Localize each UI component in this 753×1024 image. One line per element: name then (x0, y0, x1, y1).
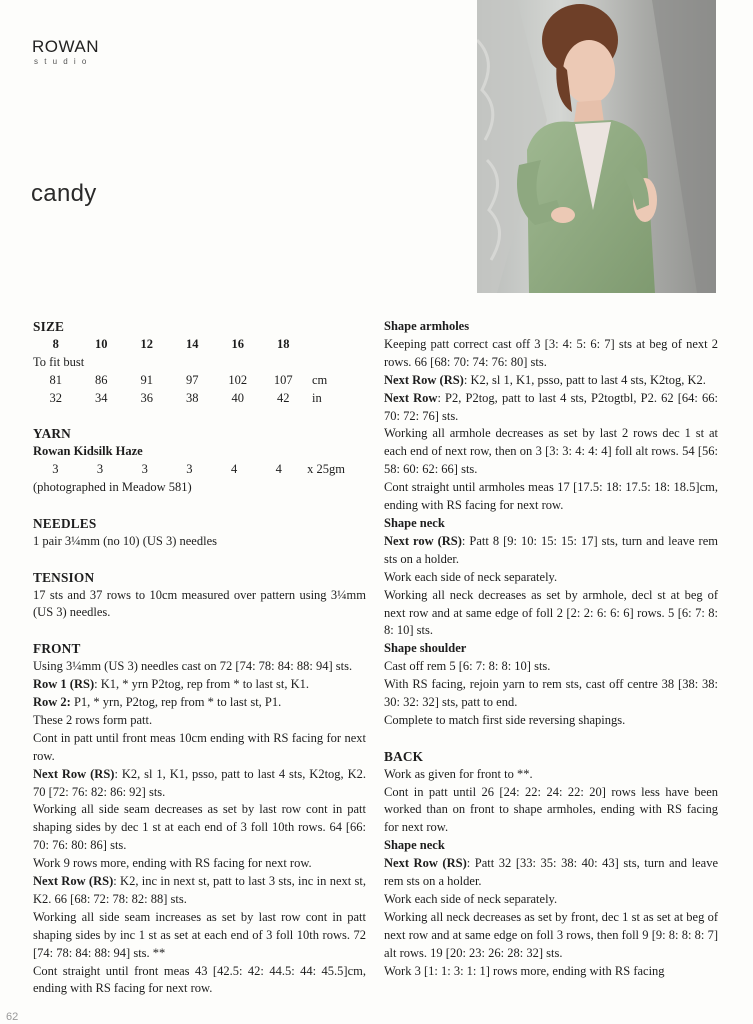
shape-neck-heading: Shape neck (384, 515, 445, 530)
bust-in-value: 42 (277, 390, 290, 405)
size-value: 14 (186, 336, 199, 351)
size-value: 8 (52, 336, 59, 351)
back-shape-neck-heading: Shape neck (384, 838, 445, 853)
bust-cm-value: 107 (273, 372, 293, 387)
needles-heading: NEEDLES (33, 515, 97, 531)
next-row-text: : K2, sl 1, K1, psso, patt to last 4 sts, K2tog, K2. 70 [72: 76: 82: 86: 92] sts. (33, 766, 366, 799)
right-column (384, 318, 718, 981)
row-1-label: Row 1 (RS) (33, 677, 95, 692)
back-work: Work as given for front to **. (384, 766, 533, 781)
bust-cm-value: 81 (49, 372, 62, 387)
next-row-label: Next Row (RS) (384, 856, 467, 871)
side-seam-decreases: Working all side seam decreases as set by last row cont in patt shaping sides by dec 1 st at each end of 3 foll 10th rows. 64 [66: 70: 76: 80: 86] sts. (33, 802, 366, 853)
next-row-text: : Patt 32 [33: 35: 38: 40: 43] sts, turn and leave rem sts on a holder. (384, 856, 718, 889)
bust-in-value: 40 (231, 390, 244, 405)
bust-in-value: 38 (186, 390, 199, 405)
neck-each-side: Work each side of neck separately. (384, 569, 558, 584)
rejoin-yarn: With RS facing, rejoin yarn to rem sts, cast off centre 38 [38: 38: 30: 32: 32] sts, patt to end. (384, 677, 718, 710)
back-work-3: Work 3 [1: 1: 3: 1: 1] rows more, ending with RS facing (384, 963, 665, 978)
next-row-label: Next Row (RS) (33, 874, 114, 889)
neck-decreases: Working all neck decreases as set by armhole, decl st at beg of next row and at same edge of foll 2 [2: 2: 6: 6: 6] rows. 5 [6: 7: 8: 8: 10] sts. (384, 587, 718, 638)
yarn-qty-row (33, 461, 366, 479)
back-neck-decreases: Working all neck decreases as set by front, dec 1 st as set at beg of next row and at same edge on foll 3 rows, then foll 9 [9: 8: 8: 8: 7] alt rows. 19 [20: 23: 26: 28: 32] sts. (384, 909, 718, 960)
armhole-cont: Cont straight until armholes meas 17 [17.5: 18: 17.5: 18: 18.5]cm, ending with RS facing for next row. (384, 480, 718, 513)
next-row-text: : K2, sl 1, K1, psso, patt to last 4 sts, K2tog, K2. (463, 372, 706, 387)
front-cont-2: Cont straight until front meas 43 [42.5: 42: 44.5: 44: 45.5]cm, ending with RS facing for next row. (33, 963, 366, 996)
rowan-studio-logo (32, 38, 99, 66)
bust-cm-value: 102 (228, 372, 248, 387)
size-value: 16 (231, 336, 244, 351)
back-heading: BACK (384, 748, 424, 764)
back-each-side: Work each side of neck separately. (384, 891, 558, 906)
row-2-label: Row 2: (33, 694, 71, 709)
armhole-next-rs (384, 372, 718, 390)
yarn-qty: 4 (230, 462, 238, 477)
row-2-text: P1, * yrn, P2tog, rep from * to last st, P1. (70, 694, 282, 709)
next-row-label: Next Row (384, 390, 438, 405)
yarn-qty: 4 (275, 462, 282, 477)
yarn-qty: 3 (141, 462, 148, 477)
next-row-label: Next Row (RS) (33, 766, 115, 781)
bust-in-row (33, 390, 366, 408)
bust-in-value: 34 (95, 390, 108, 405)
fit-bust-label: To fit bust (33, 354, 85, 369)
shape-armholes-heading: Shape armholes (384, 319, 470, 333)
brand-name: ROWAN (32, 37, 100, 56)
bust-cm-value: 97 (186, 372, 199, 387)
neck-next-row (384, 533, 718, 569)
yarn-name: Rowan Kidsilk Haze (33, 444, 143, 459)
front-cast-on: Using 3¼mm (US 3) needles cast on 72 [74: 78: 84: 88: 94] sts. (33, 659, 353, 674)
yarn-qty: 3 (96, 462, 104, 477)
next-row-text: : Patt 8 [9: 10: 15: 15: 17] sts, turn and leave rem sts on a holder. (384, 533, 718, 566)
size-value: 12 (140, 336, 153, 351)
front-heading: FRONT (33, 641, 81, 657)
rows-form-patt: These 2 rows form patt. (33, 712, 153, 727)
armhole-next-ws (384, 390, 718, 426)
page-number: 62 (6, 1011, 19, 1023)
bust-cm-row (33, 372, 366, 390)
back-neck-next-row (384, 855, 718, 891)
work-9-rows: Work 9 rows more, ending with RS facing for next row. (33, 856, 312, 871)
tension-text: 17 sts and 37 rows to 10cm measured over pattern using 3¼mm (US 3) needles. (33, 587, 366, 620)
back-cont: Cont in patt until 26 [24: 22: 24: 22: 20] rows less have been worked than on front to shape armholes, ending with RS facing for next row. (384, 784, 718, 835)
size-row (33, 336, 366, 354)
model-photo-illustration (477, 0, 716, 293)
bust-cm-value: 91 (140, 372, 153, 387)
tension-heading: TENSION (33, 569, 95, 585)
size-heading: SIZE (33, 319, 65, 334)
unit-cm: cm (312, 372, 328, 387)
side-seam-increases: Working all side seam increases as set by last row cont in patt shaping sides by inc 1 st as set at each end of 3 foll 10th rows. 72 [74: 78: 84: 88: 94] sts. ** (33, 909, 366, 960)
front-next-row-1 (33, 766, 366, 802)
shape-shoulder-heading: Shape shoulder (384, 641, 467, 656)
yarn-qty: 3 (186, 462, 193, 477)
yarn-unit: x 25gm (307, 462, 345, 477)
front-next-row-2 (33, 873, 366, 909)
size-value: 18 (277, 336, 290, 351)
yarn-qty: 3 (52, 462, 59, 477)
size-value: 10 (95, 336, 108, 351)
armhole-decreases: Working all armhole decreases as set by last 2 rows dec 1 st at each end of next row, then on 3 [3: 3: 4: 4: 4] foll alt rows. 54 [56: 58: 60: 62: 66] sts. (384, 426, 718, 477)
next-row-text: : K2, inc in next st, patt to last 3 sts, inc in next st, K2. 66 [68: 72: 78: 82: 88] sts. (33, 874, 366, 906)
row-1 (33, 676, 366, 694)
left-column (33, 318, 366, 998)
row-1-text: : K1, * yrn P2tog, rep from * to last st, K1. (94, 677, 310, 692)
row-2 (33, 694, 366, 712)
unit-in: in (312, 390, 322, 405)
model-photo (477, 0, 716, 293)
armholes-text: Keeping patt correct cast off 3 [3: 4: 5: 6: 7] sts at beg of next 2 rows. 66 [68: 70: 74: 76: 80] sts. (384, 336, 718, 369)
brand-subtitle: studio (34, 57, 93, 66)
bust-cm-value: 86 (95, 372, 108, 387)
needles-text: 1 pair 3¼mm (no 10) (US 3) needles (33, 533, 217, 548)
bust-in-value: 32 (49, 390, 62, 405)
next-row-label: Next Row (RS) (384, 372, 464, 387)
front-cont-1: Cont in patt until front meas 10cm ending with RS facing for next row. (33, 730, 366, 763)
complete-match: Complete to match first side reversing shapings. (384, 712, 626, 727)
yarn-note: (photographed in Meadow 581) (33, 480, 192, 495)
next-row-text: : P2, P2tog, patt to last 4 sts, P2togtbl, P2. 62 [64: 66: 70: 72: 76] sts. (384, 390, 718, 423)
bust-in-value: 36 (140, 390, 153, 405)
next-row-label: Next row (RS) (384, 533, 462, 548)
shoulder-text: Cast off rem 5 [6: 7: 8: 8: 10] sts. (384, 659, 551, 674)
pattern-title: candy (31, 180, 97, 207)
yarn-heading: YARN (33, 426, 71, 442)
